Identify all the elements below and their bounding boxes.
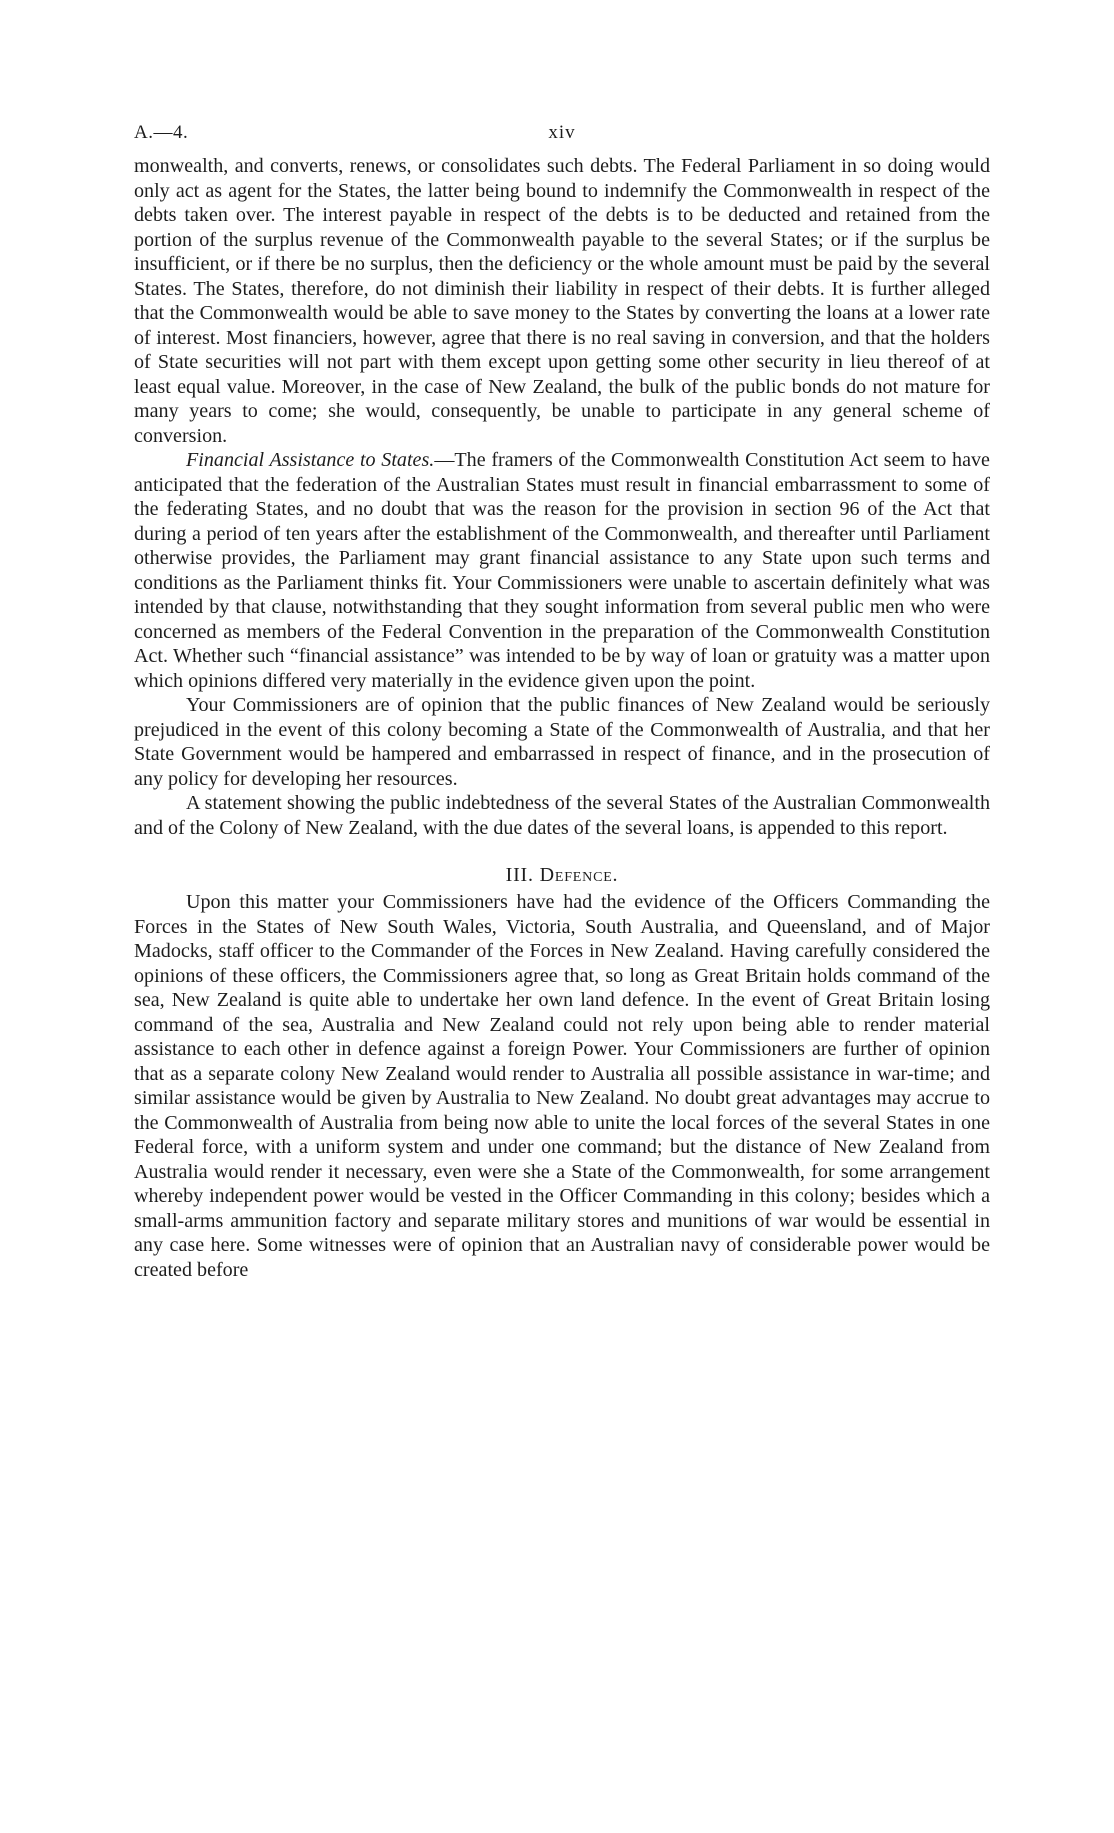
paragraph-text: —The framers of the Commonwealth Constitution Act seem to have anticipated that the federation of the Australian States must result in financial embarrassment to some of the federating States, and no doubt that was the reason for the provision in section 96 of the Act that during a period of ten years after the establishment of the Commonwealth, and thereafter until Parliament otherwise provides, the Parliament may grant financial assistance to any State upon such terms and conditions as the Parliament thinks fit. Your Commissioners were unable to ascertain definitely what was intended by that clause, notwithstanding that they sought information from several public men who were concerned as members of the Federal Convention in the preparation of the Commonwealth Constitution Act. Whether such “financial assistance” was intended to be by way of loan or gratuity was a matter upon which opinions differed very materially in the evidence given upon the point.	[134, 449, 990, 692]
document-page	[134, 118, 990, 1282]
paragraph-text: A statement showing the public indebtedness of the several States of the Australian Commonwealth and of the Colony of New Zealand, with the due dates of the several loans, is appended to this report.	[134, 792, 990, 839]
paragraph-defence	[134, 890, 990, 1282]
section-heading-defence: III. Defence.	[505, 864, 619, 886]
running-header	[134, 118, 990, 148]
body-text	[134, 154, 990, 1282]
parliamentary-paper-reference: A.—4.	[134, 122, 189, 143]
paragraph-debt-conversion	[134, 154, 990, 448]
paragraph-indebtedness-statement	[134, 791, 990, 840]
paragraph-text: Your Commissioners are of opinion that the public finances of New Zealand would be seriously prejudiced in the event of this colony becoming a State of the Commonwealth of Australia, and that her State Government would be hampered and embarrassed in respect of finance, and in the prosecution of any policy for developing her resources.	[134, 694, 990, 790]
page-number: xiv	[548, 122, 576, 143]
paragraph-financial-assistance	[134, 448, 990, 693]
paragraph-text: Upon this matter your Commissioners have had the evidence of the Officers Commanding the Forces in the States of New South Wales, Victoria, South Australia, and Queensland, and of Major Madocks, staff officer to the Commander of the Forces in New Zealand. Having carefully considered the opinions of these officers, the Commissioners agree that, so long as Great Britain holds command of the sea, New Zealand is quite able to undertake her own land defence. In the event of Great Britain losing command of the sea, Australia and New Zealand could not rely upon being able to render material assistance to each other in defence against a foreign Power. Your Commissioners are further of opinion that as a separate colony New Zealand would render to Australia all possible assistance in war-time; and similar assistance would be given by Australia to New Zealand. No doubt great advantages may accrue to the Commonwealth of Australia from being now able to unite the local forces of the several States in one Federal force, with a uniform system and under one command; but the distance of New Zealand from Australia would render it necessary, even were she a State of the Commonwealth, for some arrangement whereby independent power would be vested in the Officer Commanding in this colony; besides which a small-arms ammunition factory and separate military stores and munitions of war would be essential in any case here. Some witnesses were of opinion that an Australian navy of considerable power would be created before	[134, 891, 990, 1281]
paragraph-text: monwealth, and converts, renews, or consolidates such debts. The Federal Parliament in so doing would only act as agent for the States, the latter being bound to indemnify the Commonwealth in respect of the debts taken over. The interest payable in respect of the debts is to be deducted and retained from the portion of the surplus revenue of the Commonwealth payable to the several States; or if the surplus be insufficient, or if there be no surplus, then the deficiency or the whole amount must be paid by the several States. The States, therefore, do not diminish their liability in respect of their debts. It is further alleged that the Commonwealth would be able to save money to the States by converting the loans at a lower rate of interest. Most financiers, however, agree that there is no real saving in conversion, and that the holders of State securities will not part with them except upon getting some other security in lieu thereof of at least equal value. Moreover, in the case of New Zealand, the bulk of the public bonds do not mature for many years to come; she would, consequently, be unable to participate in any general scheme of conversion.	[134, 155, 990, 447]
paragraph-commissioners-opinion	[134, 693, 990, 791]
paragraph-sidehead: Financial Assistance to States.	[186, 449, 435, 471]
